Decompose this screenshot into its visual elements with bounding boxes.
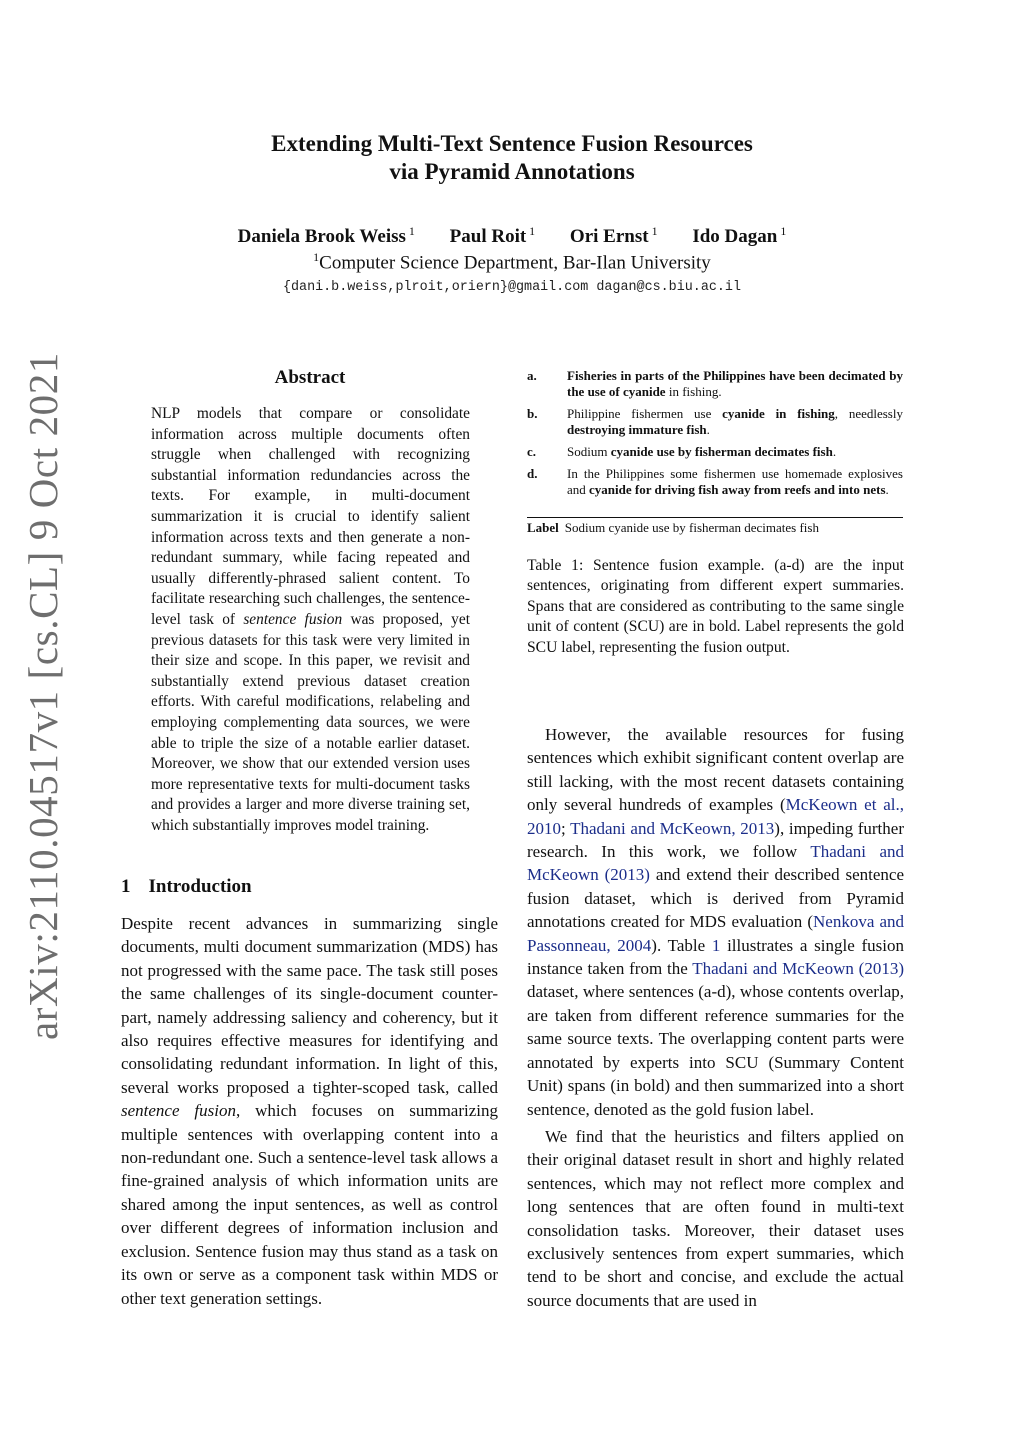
citation-link[interactable]: Nenkova and Passonneau, 2004 (527, 912, 904, 955)
affiliation-mark: 1 (313, 250, 320, 264)
paragraph: We find that the heuristics and filters applied on their original dataset result in short and highly related sentences, which may not reflect more complex and long sentences that are often found in multi-text consolidation tasks. Moreover, their dataset uses exclusively sentences from expert summaries, which tend to be short and concise, and exclude the actual source documents that are used in (527, 1126, 904, 1310)
section-title: Introduction (148, 876, 252, 897)
affiliation (0, 250, 1024, 274)
text-span: dataset, where sentences (a-d), whose contents overlap, are taken from different reference summaries for the same source texts. The overlapping content parts were annotated by experts into SCU (Summary Content Unit) spans (in bold) and then summarized into a short sentence, denoted as the gold fusion label. (527, 982, 904, 1119)
author-affiliation-mark: 1 (408, 224, 415, 238)
introduction-paragraph (121, 912, 498, 1310)
intro-text-part: , which focuses on summarizing multiple sentences with overlapping content into a non-redundant one. Such a sentence-level task allows a fine-grained analysis of which information units are shared among the input sentences, as well as control over different degrees of information inclusion and exclusion. Sentence fusion may thus stand as a task on its own or serve as a component task within MDS or other text generation settings. (121, 1101, 498, 1308)
abstract-text-part: was proposed, yet previous datasets for this task were very limited in their size and scope. In this paper, we revisit and substantially extend previous dataset creation efforts. With careful modifications, relabeling and employing complementing data sources, we were able to triple the size of a notable earlier dataset. Moreover, we show that our extended version uses more representative texts for multi-document tasks and provides a larger and more diverse training set, which substantially improves model training. (151, 610, 470, 834)
citation-link[interactable]: McKeown et al., 2010 (527, 795, 904, 838)
text-span: ), impeding further research. In this work, we follow (527, 818, 904, 862)
author-emails: {dani.b.weiss,plroit,oriern}@gmail.com dagan@cs.biu.ac.il (282, 280, 742, 295)
text-span: ; (561, 818, 571, 838)
right-column-text (527, 723, 904, 1312)
row-text: In the Philippines some fishermen use homemade explosives and (567, 466, 903, 497)
title-line-2: via Pyramid Annotations (389, 159, 635, 184)
text-span: and extend their described sentence fusion dataset, which is derived from Pyramid annotations created for MDS evaluation ( (527, 865, 904, 932)
paragraph (527, 723, 904, 1121)
abstract-text (151, 404, 470, 836)
title-line-1: Extending Multi-Text Sentence Fusion Resources (271, 131, 753, 156)
table-row (527, 466, 903, 498)
section-heading-introduction (121, 876, 252, 898)
row-text: Sodium (567, 444, 611, 459)
arxiv-stamp: arXiv:2110.04517v1 [cs.CL] 9 Oct 2021 (20, 352, 66, 1040)
table-label-row (527, 520, 903, 536)
author-name: Daniela Brook Weiss (237, 226, 406, 247)
row-label: c. (527, 444, 537, 459)
row-text: in fishing. (665, 384, 722, 399)
table-row (527, 406, 903, 438)
author-affiliation-mark: 1 (780, 224, 787, 238)
scu-span: cyanide in fishing (722, 406, 835, 421)
citation-link[interactable]: Thadani and McKeown, 2013 (570, 818, 775, 838)
author-affiliation-mark: 1 (529, 224, 536, 238)
author (450, 226, 536, 247)
text-span: However, the available resources for fusing sentences which exhibit significant content overlap are still lacking, with the most recent datasets containing only several hundreds of examples ( (527, 725, 904, 815)
author-name: Ido Dagan (692, 226, 778, 247)
table-ref-link[interactable]: 1 (711, 935, 721, 955)
row-label: a. (527, 368, 537, 383)
author-list (0, 226, 1024, 248)
row-text: . (832, 444, 837, 459)
author-name: Ori Ernst (569, 226, 649, 247)
scu-span: cyanide for driving fish away from reefs and into nets (589, 482, 886, 497)
author (692, 226, 786, 247)
abstract-emphasis: sentence fusion (243, 610, 343, 628)
row-label: b. (527, 406, 538, 421)
author (570, 226, 658, 247)
author (238, 226, 415, 247)
text-span: ). Table (651, 935, 712, 955)
author-name: Paul Roit (449, 226, 527, 247)
row-label: d. (527, 466, 538, 481)
gold-label-text: Sodium cyanide use by fisherman decimates fish (564, 520, 819, 535)
citation-link[interactable]: Thadani and McKeown (2013) (692, 959, 904, 979)
text-span: illustrates a single fusion instance taken from the (527, 935, 904, 979)
table-row (527, 444, 903, 460)
intro-text-part: Despite recent advances in summarizing single documents, multi document summarization (MDS) has not progressed with the same pace. The task still poses the same challenges of its single-document counter-part, namely addressing saliency and coherency, but it also requires effective measures for identifying and consolidating redundant information. In light of this, several works proposed a tighter-scoped task, called (121, 914, 498, 1097)
abstract-heading: Abstract (274, 367, 346, 388)
affiliation-text: Computer Science Department, Bar-Ilan University (319, 252, 711, 274)
scu-span: destroying immature fish (567, 422, 707, 437)
scu-span: Fisheries in parts of the Philippines have been decimated by the use of cyanide (567, 368, 903, 399)
row-text: . (885, 482, 889, 497)
citation-link[interactable]: Thadani and McKeown (2013) (527, 842, 904, 885)
abstract-text-part: NLP models that compare or consolidate information across multiple documents often struggle when challenged with recognizing substantial information redundancies across the texts. For example, in multi-document summarization it is crucial to identify salient information across texts and then generate a non-redundant summary, while facing repeated and usually differently-phrased salient content. To facilitate researching such challenges, the sentence-level task of (151, 405, 470, 628)
row-text: . (706, 422, 710, 437)
table-caption: Table 1: Sentence fusion example. (a-d) are the input sentences, originating from different expert summaries. Spans that are considered as contributing to the same single unit of content (SCU) are in bold. Label represents the gold SCU label, representing the fusion output. (527, 557, 904, 656)
row-text: Philippine fishermen use (567, 406, 723, 421)
table-rule (527, 517, 903, 518)
paper-title (0, 130, 1024, 186)
scu-span: cyanide use by fisherman decimates fish (610, 444, 833, 459)
table-row (527, 368, 903, 400)
row-text: , needlessly (834, 406, 903, 421)
fusion-example-table (527, 368, 903, 504)
section-number: 1 (121, 876, 131, 897)
author-affiliation-mark: 1 (651, 224, 658, 238)
intro-emphasis: sentence fusion (121, 1101, 236, 1121)
label-tag: Label (527, 520, 559, 535)
